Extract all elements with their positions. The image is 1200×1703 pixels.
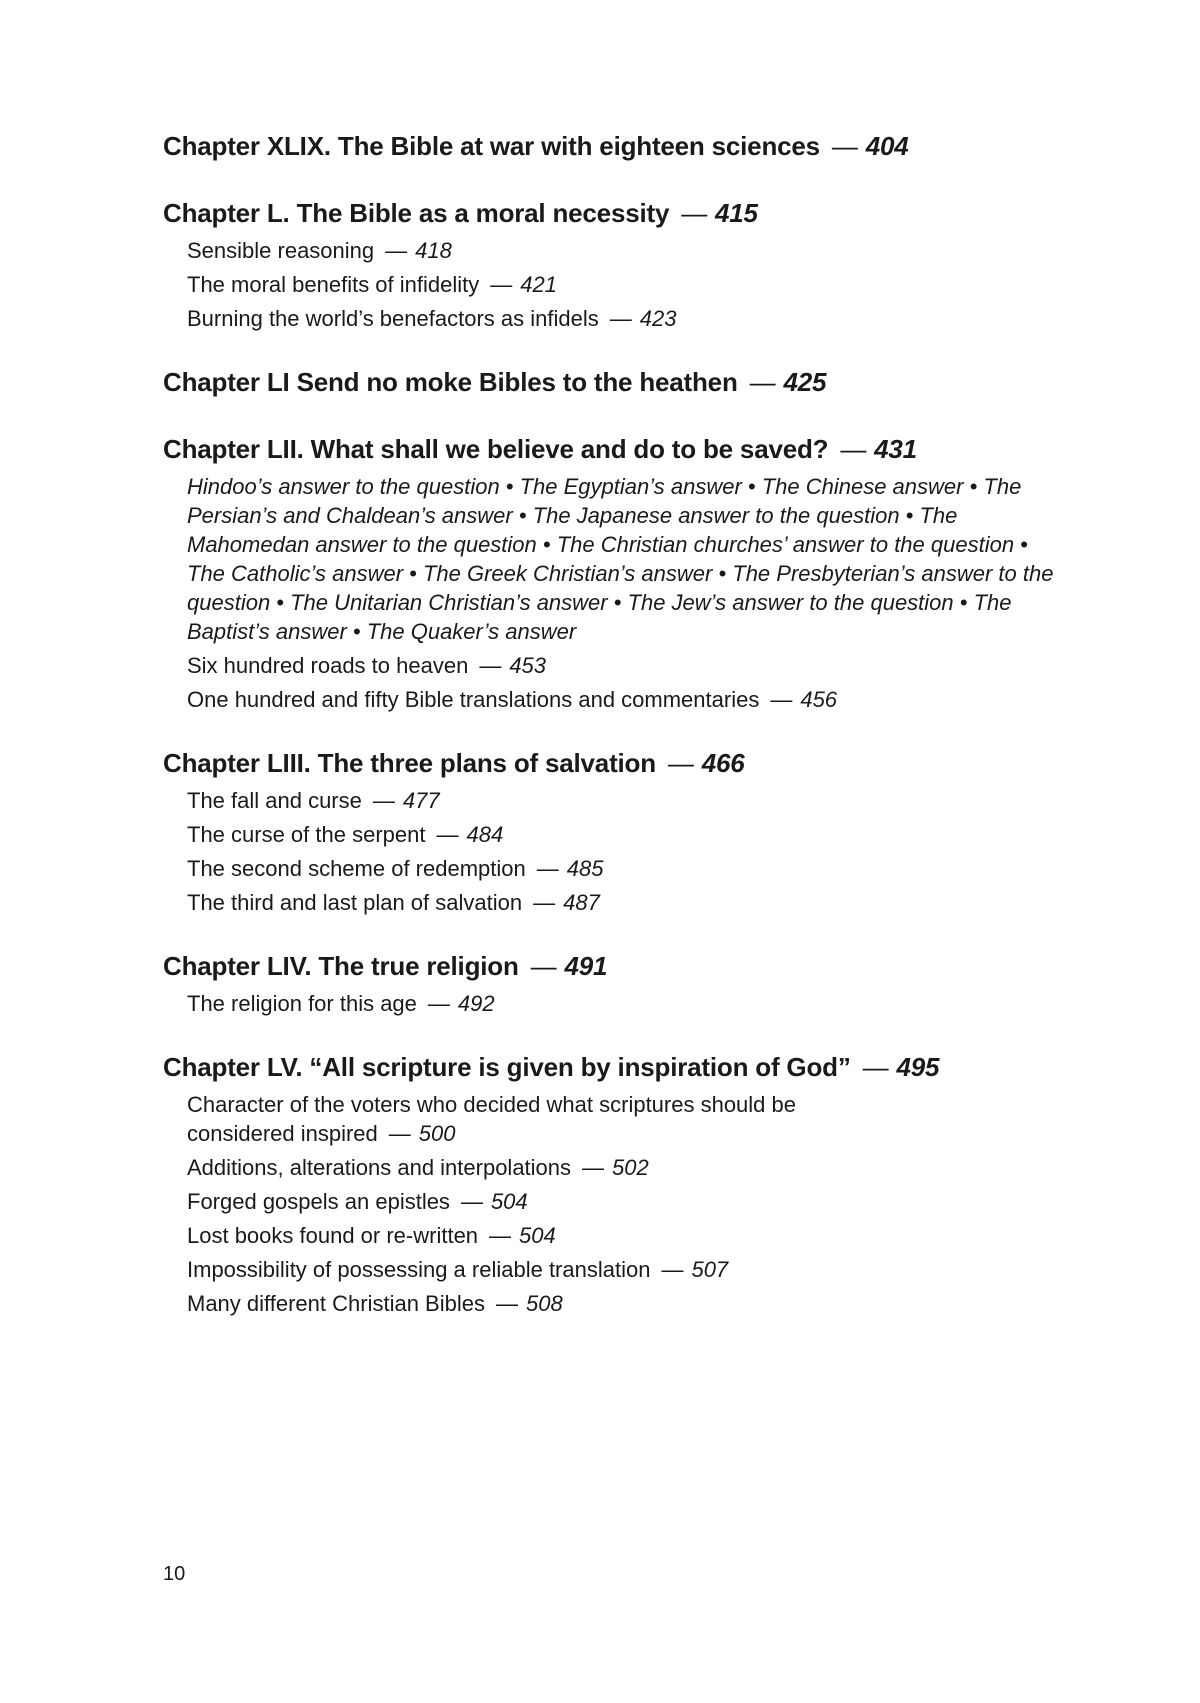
separator-dash: — [495,1291,518,1316]
chapter-title: Chapter L. The Bible as a moral necessity [163,198,670,228]
entry-page-number: 500 [418,1121,456,1146]
toc-chapter [163,128,1063,164]
toc-entry[interactable] [187,1289,1063,1318]
separator-dash: — [533,890,556,915]
entry-title: Burning the world’s benefactors as infidels [187,306,599,331]
entry-page-number: 418 [415,238,452,263]
chapter-page-number: 466 [701,748,745,778]
toc-entry[interactable] [187,854,1063,883]
entry-page-number: 477 [402,788,440,813]
toc-entry[interactable] [187,685,1063,714]
chapter-heading[interactable] [163,745,1063,781]
toc-entry[interactable] [187,270,1063,299]
separator-dash: — [372,788,395,813]
chapter-page-number: 431 [874,434,917,464]
entry-page-number: 453 [509,653,547,678]
chapter-page-number: 495 [896,1052,940,1082]
toc-subtopic-list: Hindoo’s answer to the question • The Egyptian’s answer • The Chinese answer • The Persian’s and Chaldean’s answer • The Japanese answer to the question • The Mahomedan answer to the question • The Christian churches’ answer to the question • The Catholic’s answer • The Greek Christian’s answer • The Presbyterian’s answer to the question • The Unitarian Christian’s answer • The Jew’s answer to the question • The Baptist’s answer • The Quaker’s answer [187,474,1054,644]
chapter-title: Chapter LIII. The three plans of salvation [163,748,656,778]
toc-entry[interactable] [187,786,1063,815]
chapter-heading[interactable] [163,195,1063,231]
separator-dash: — [460,1189,483,1214]
entry-page-number: 484 [466,822,504,847]
entry-title: The fall and curse [187,788,362,813]
toc-entry-list [187,786,1063,917]
entry-page-number: 504 [519,1223,556,1248]
toc-chapter [163,1049,1063,1318]
entry-page-number: 507 [691,1257,729,1282]
table-of-contents [163,128,1063,1349]
entry-page-number: 504 [490,1189,528,1214]
separator-dash: — [609,306,632,331]
toc-chapter [163,364,1063,400]
entry-title: Forged gospels an epistles [187,1189,450,1214]
chapter-heading[interactable] [163,431,1063,467]
toc-entry[interactable] [187,820,1063,849]
entry-page-number: 421 [520,272,557,297]
separator-dash: — [749,367,776,397]
separator-dash: — [582,1155,605,1180]
separator-dash: — [667,748,694,778]
separator-dash: — [385,238,408,263]
entry-title: Six hundred roads to heaven [187,653,469,678]
chapter-page-number: 404 [865,131,909,161]
chapter-page-number: 425 [783,367,827,397]
chapter-heading[interactable] [163,128,1063,164]
entry-page-number: 492 [457,991,495,1016]
entry-title: Character of the voters who decided what scriptures should be considered inspired [187,1092,796,1146]
separator-dash: — [862,1052,889,1082]
entry-title: Impossibility of possessing a reliable translation [187,1257,651,1282]
separator-dash: — [489,1223,512,1248]
entry-title: The moral benefits of infidelity [187,272,480,297]
toc-entry-list [187,1090,1063,1318]
toc-chapter [163,431,1063,714]
toc-entry[interactable] [187,236,1063,265]
separator-dash: — [388,1121,411,1146]
separator-dash: — [681,198,708,228]
toc-entry-list [187,236,1063,333]
chapter-page-number: 415 [715,198,758,228]
chapter-title: Chapter LII. What shall we believe and do to be saved? [163,434,829,464]
toc-entry[interactable] [187,1255,1063,1284]
separator-dash: — [436,822,459,847]
toc-chapter [163,948,1063,1018]
chapter-heading[interactable] [163,948,1063,984]
entry-page-number: 502 [612,1155,649,1180]
toc-chapter [163,195,1063,333]
chapter-title: Chapter XLIX. The Bible at war with eighteen sciences [163,131,820,161]
separator-dash: — [427,991,450,1016]
toc-entry-list [187,989,1063,1018]
entry-title: Many different Christian Bibles [187,1291,485,1316]
entry-page-number: 487 [563,890,600,915]
separator-dash: — [770,687,793,712]
entry-page-number: 456 [800,687,838,712]
entry-title: Sensible reasoning [187,238,375,263]
entry-title: Additions, alterations and interpolations [187,1155,572,1180]
entry-page-number: 423 [639,306,677,331]
chapter-title: Chapter LV. “All scripture is given by inspiration of God” [163,1052,851,1082]
separator-dash: — [536,856,559,881]
toc-entry[interactable] [187,1090,887,1148]
chapter-title: Chapter LIV. The true religion [163,951,519,981]
separator-dash: — [831,131,858,161]
separator-dash: — [661,1257,684,1282]
separator-dash: — [530,951,557,981]
chapter-page-number: 491 [564,951,608,981]
chapter-heading[interactable] [163,364,1063,400]
entry-page-number: 485 [566,856,604,881]
separator-dash: — [490,272,513,297]
separator-dash: — [840,434,867,464]
entry-title: Lost books found or re-written [187,1223,479,1248]
entry-title: The religion for this age [187,991,417,1016]
chapter-title: Chapter LI Send no moke Bibles to the heathen [163,367,738,397]
toc-entry-list [187,472,1063,714]
toc-entry[interactable] [187,1153,1063,1182]
entry-title: One hundred and fifty Bible translations and commentaries [187,687,760,712]
toc-chapter [163,745,1063,917]
toc-entry[interactable] [187,1187,1063,1216]
toc-entry[interactable] [187,304,1063,333]
page-number: 10 [163,1563,186,1585]
toc-entry[interactable] [187,651,1063,680]
toc-entry[interactable] [187,1221,1063,1250]
entry-title: The second scheme of redemption [187,856,526,881]
separator-dash: — [479,653,502,678]
entry-page-number: 508 [525,1291,563,1316]
entry-title: The third and last plan of salvation [187,890,523,915]
toc-entry[interactable] [187,888,1063,917]
chapter-heading[interactable] [163,1049,1063,1085]
entry-title: The curse of the serpent [187,822,426,847]
toc-entry[interactable] [187,989,1063,1018]
